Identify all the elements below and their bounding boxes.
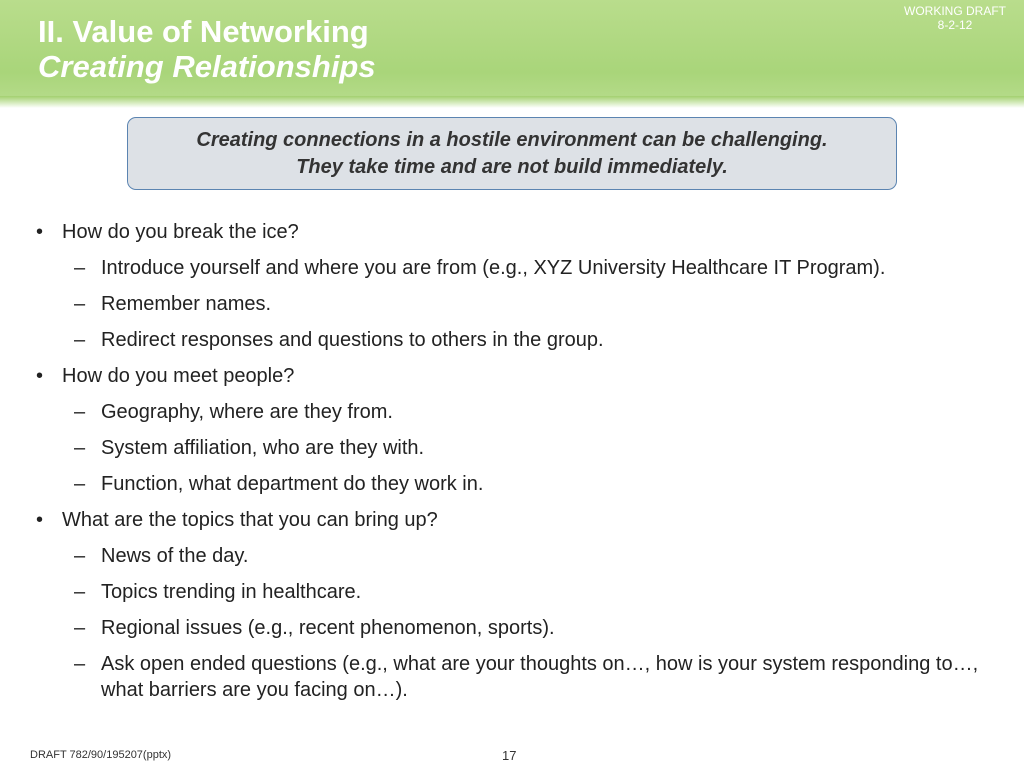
dash-glyph: – [74, 257, 86, 279]
dash-glyph: – [74, 617, 86, 639]
draft-stamp-label: WORKING DRAFT [904, 4, 1006, 18]
sub-list-item [36, 255, 996, 281]
slide-title: II. Value of Networking [38, 14, 369, 49]
dash-glyph: – [74, 401, 86, 423]
dash-glyph: – [74, 581, 86, 603]
dash-glyph: – [74, 473, 86, 495]
sub-list-item-text: Redirect responses and questions to others in the group. [101, 329, 604, 351]
callout-line-1: Creating connections in a hostile environment can be challenging. [196, 128, 828, 151]
callout-box [127, 117, 897, 190]
dash-glyph: – [74, 329, 86, 351]
list-item [36, 507, 996, 533]
sub-list-item-text: Topics trending in healthcare. [101, 581, 362, 603]
sub-list-item [36, 327, 996, 353]
draft-stamp-date: 8-2-12 [937, 18, 973, 32]
sub-list-item-text: Regional issues (e.g., recent phenomenon, sports). [101, 617, 555, 639]
working-draft-stamp [890, 4, 1020, 32]
header-divider [0, 96, 1024, 108]
footer-draft-label: DRAFT 782/90/195207(pptx) [30, 749, 172, 761]
list-item [36, 363, 996, 389]
bullet-list [36, 219, 996, 713]
sub-list-item [36, 435, 996, 461]
sub-list-item [36, 543, 996, 569]
sub-list-item-text: Introduce yourself and where you are from (e.g., XYZ University Healthcare IT Program). [101, 257, 886, 279]
dash-glyph: – [74, 653, 86, 675]
sub-list-item [36, 651, 996, 703]
list-item-text: How do you meet people? [62, 365, 295, 387]
dash-glyph: – [74, 293, 86, 315]
sub-list-item [36, 615, 996, 641]
dash-glyph: – [74, 437, 86, 459]
list-item [36, 219, 996, 245]
bullet-glyph: • [36, 509, 44, 531]
sub-list-item-text: Geography, where are they from. [101, 401, 393, 423]
bullet-glyph: • [36, 365, 44, 387]
page-number: 17 [502, 748, 517, 763]
list-item-text: What are the topics that you can bring up? [62, 509, 438, 531]
sub-list-item [36, 291, 996, 317]
sub-list-item [36, 579, 996, 605]
sub-list-item-text: System affiliation, who are they with. [101, 437, 425, 459]
sub-list-item-text: Ask open ended questions (e.g., what are your thoughts on…, how is your system responding to…, what barriers are you facing on…). [101, 653, 979, 701]
sub-list-item-text: News of the day. [101, 545, 249, 567]
sub-list-item-text: Remember names. [101, 293, 272, 315]
list-item-text: How do you break the ice? [62, 221, 299, 243]
sub-list-item [36, 471, 996, 497]
callout-line-2: They take time and are not build immediately. [296, 155, 728, 178]
sub-list-item [36, 399, 996, 425]
dash-glyph: – [74, 545, 86, 567]
slide-subtitle: Creating Relationships [38, 49, 376, 84]
bullet-glyph: • [36, 221, 44, 243]
sub-list-item-text: Function, what department do they work in. [101, 473, 484, 495]
